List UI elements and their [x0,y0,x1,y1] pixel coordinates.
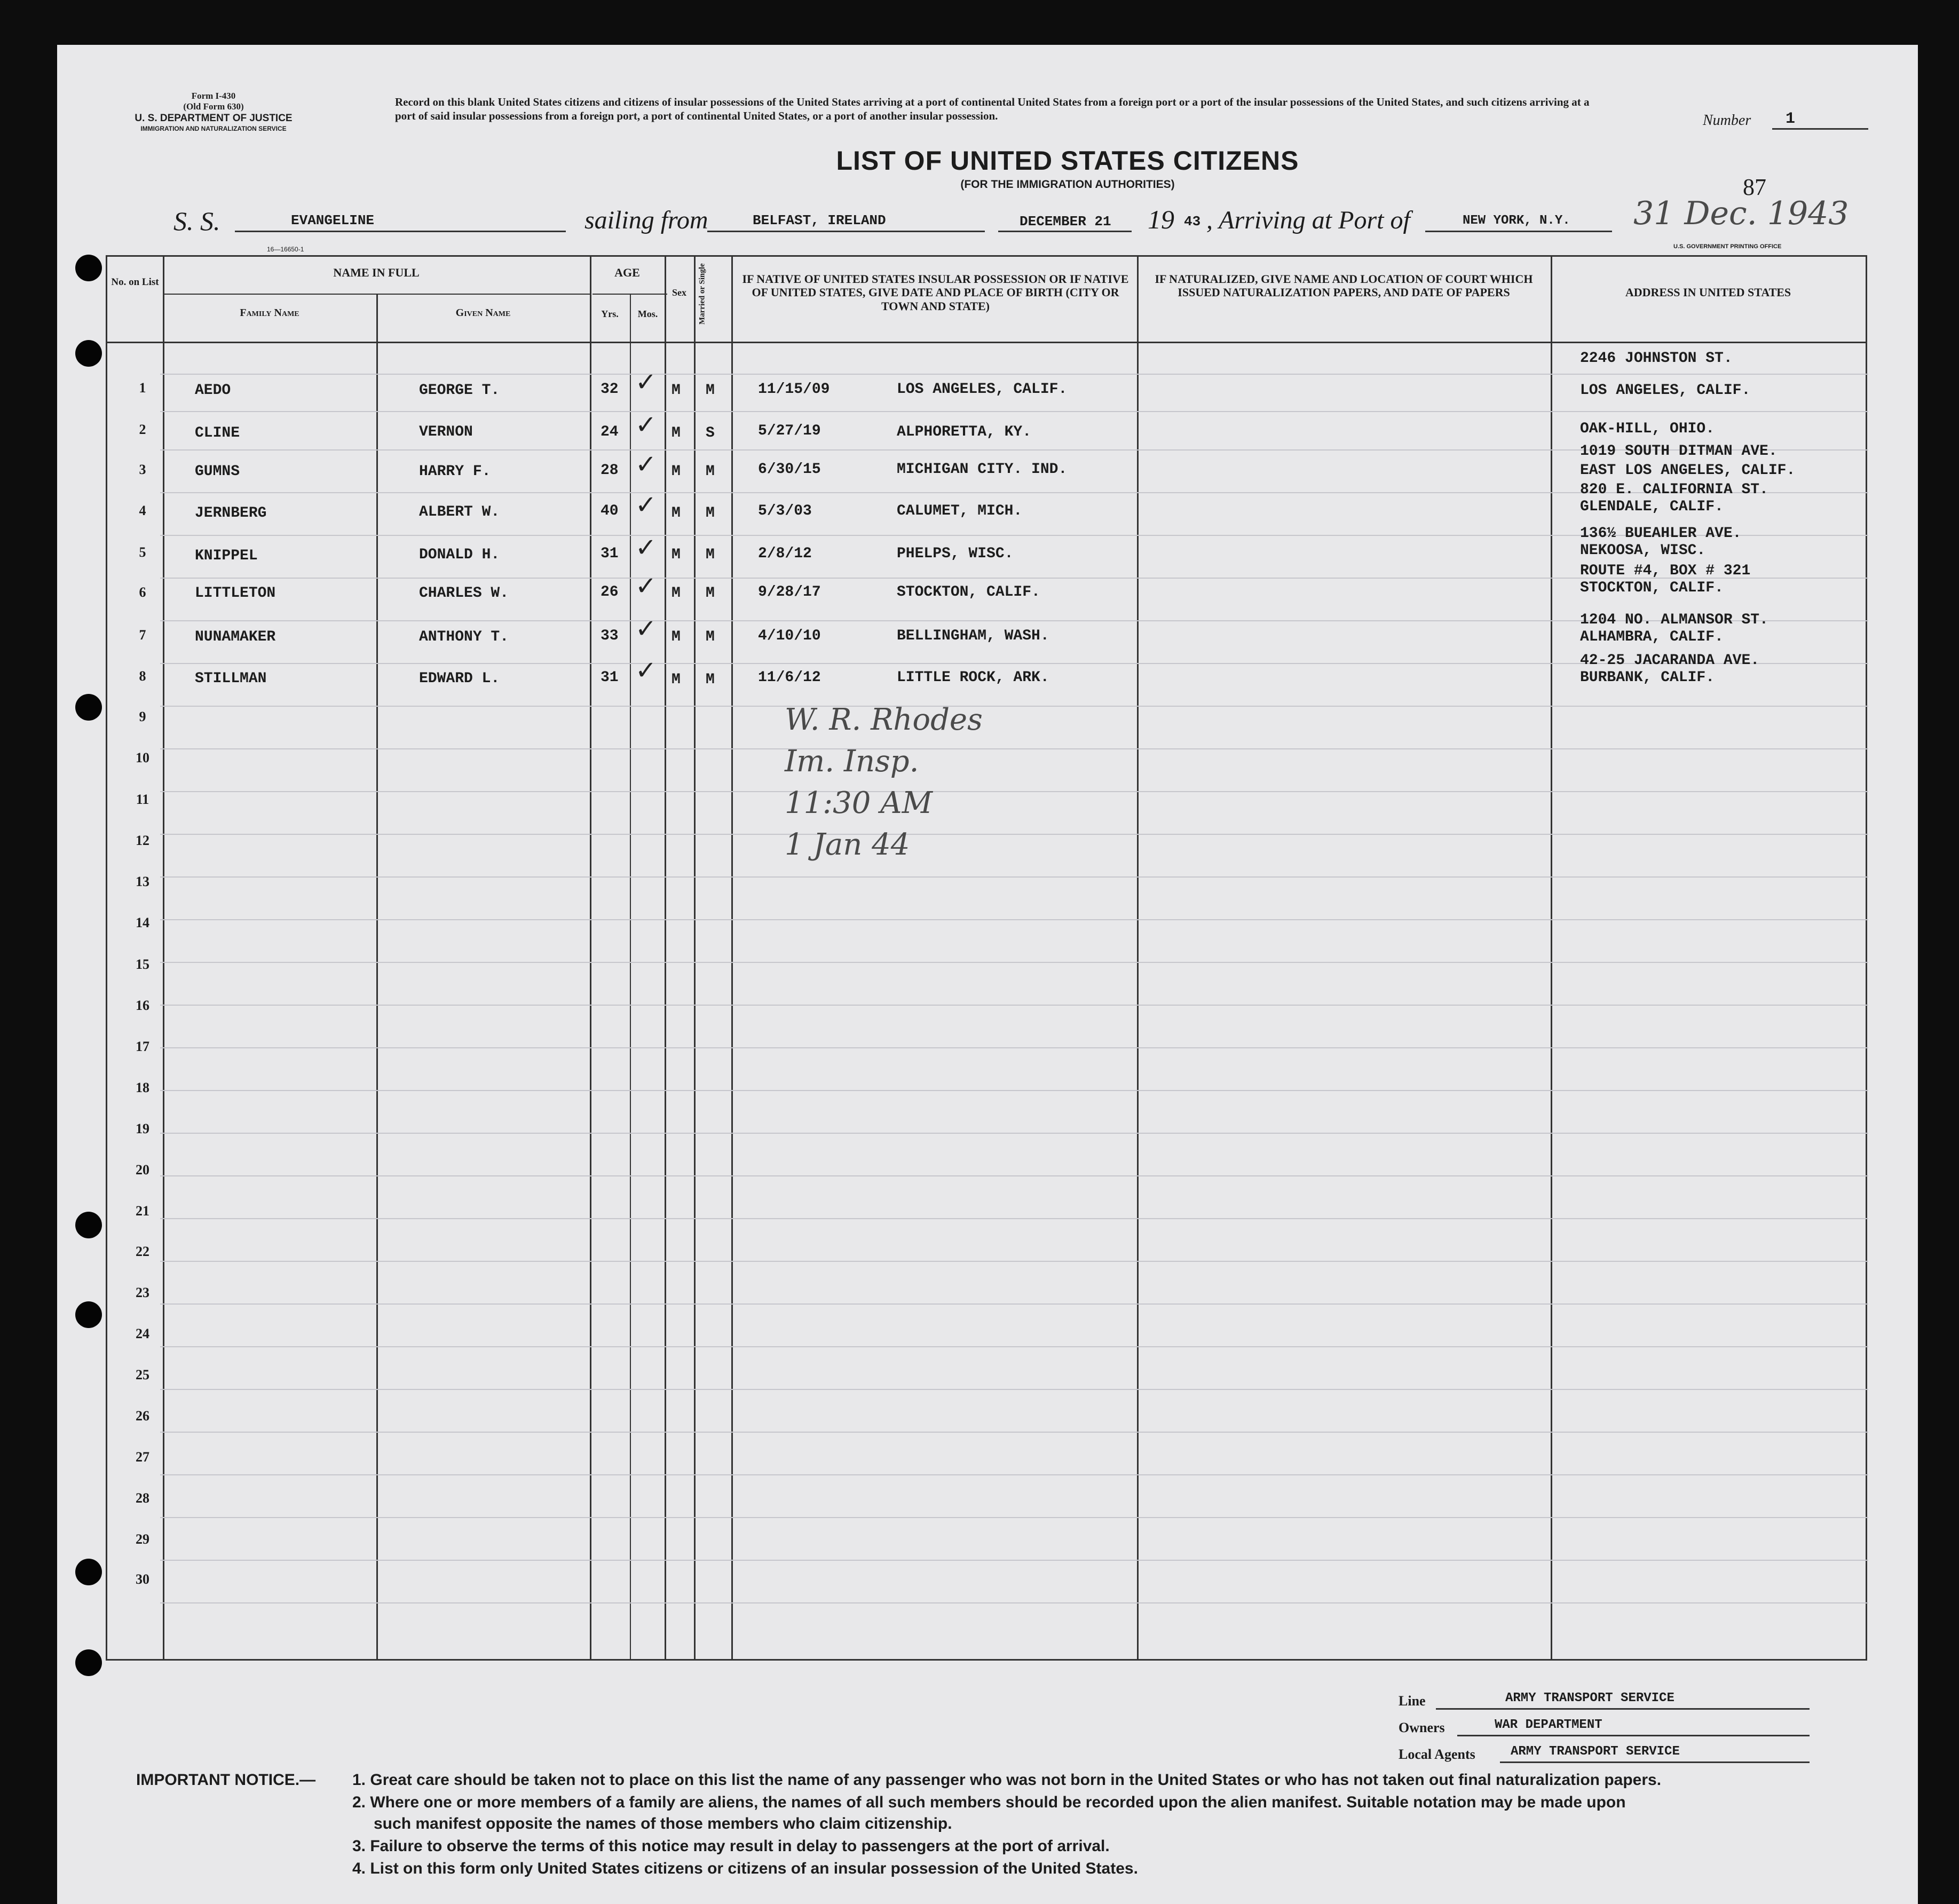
row-number: 14 [136,915,149,930]
family-name: AEDO [195,382,231,399]
number-value: 1 [1786,110,1796,128]
given-name: CHARLES W. [419,585,509,602]
year-suffix: 43 [1184,214,1201,230]
sex: M [672,425,681,441]
given-name: VERNON [419,424,473,440]
checkmark-icon: ✓ [635,410,657,440]
checkmark-icon: ✓ [635,490,657,520]
col-border [1551,255,1552,1661]
row-number: 17 [136,1039,149,1054]
marital-status: M [706,463,715,480]
age-years: 40 [601,503,619,519]
age-years: 28 [601,462,619,479]
marital-status: M [706,382,715,399]
ruled-line [160,1047,1868,1048]
row-number: 7 [139,627,146,643]
row-number: 25 [136,1367,149,1382]
family-name: NUNAMAKER [195,629,276,645]
header-yrs: Yrs. [601,309,619,319]
sailing-label: sailing from [584,206,708,234]
birth-date: 5/3/03 [758,503,812,519]
binder-hole [75,1649,102,1676]
binder-hole [75,1212,102,1238]
age-years: 33 [601,628,619,644]
ruled-line [160,1218,1868,1219]
header-mos: Mos. [637,309,658,319]
col-border [665,255,666,1661]
binder-hole [75,255,102,281]
checkmark-icon: ✓ [635,571,657,601]
number-label: Number [1703,112,1751,129]
family-name: KNIPPEL [195,548,258,564]
row-number: 15 [136,957,149,972]
ruled-line [160,1432,1868,1433]
col-border [694,255,696,1661]
birth-date: 11/6/12 [758,669,821,686]
ruled-line [160,1517,1868,1518]
address-line-2: GLENDALE, CALIF. [1580,499,1724,515]
birth-date: 9/28/17 [758,584,821,601]
header-given-name: Given Name [455,307,511,319]
family-name: CLINE [195,425,240,441]
row-number: 28 [136,1490,149,1506]
ss-label: S. S. [173,206,220,236]
col-border [376,294,378,1661]
address-line-2: BURBANK, CALIF. [1580,669,1715,686]
line-label: Line [1399,1693,1426,1709]
ruled-line [160,1261,1868,1262]
departure-port: BELFAST, IRELAND [753,212,886,228]
birth-date: 6/30/15 [758,461,821,478]
page-subtitle: (FOR THE IMMIGRATION AUTHORITIES) [960,178,1175,191]
table-bottom-border [106,1659,1867,1661]
agents-field-rule [1500,1761,1810,1763]
form-id: Form I-430 [191,91,236,101]
address-line-2: LOS ANGELES, CALIF. [1580,382,1751,399]
row-number: 22 [136,1244,149,1259]
header-name-in-full: NAME IN FULL [333,266,420,279]
col-border [106,255,107,1661]
owners-field-rule [1457,1735,1810,1736]
given-name: EDWARD L. [419,670,500,687]
inspector-title: Im. Insp. [785,744,919,779]
owners-value: WAR DEPARTMENT [1495,1718,1602,1732]
row-number: 21 [136,1203,149,1219]
birth-place: BELLINGHAM, WASH. [897,628,1049,644]
agents-value: ARMY TRANSPORT SERVICE [1511,1744,1680,1759]
ruled-line [160,919,1868,920]
sex: M [672,629,681,645]
address-line-2: OAK-HILL, OHIO. [1580,421,1715,437]
service: IMMIGRATION AND NATURALIZATION SERVICE [140,124,287,132]
sex: M [672,585,681,602]
printer-mark: U.S. GOVERNMENT PRINTING OFFICE [1673,243,1782,250]
given-name: HARRY F. [419,463,491,480]
address-line-1: 42-25 JACARANDA AVE. [1580,652,1760,669]
row-number: 8 [139,668,146,684]
page-number: 87 [1743,174,1766,200]
ruled-line [160,1133,1868,1134]
inspector-note [785,699,983,866]
binder-hole [75,694,102,721]
form-id-block [101,91,326,132]
ruled-line [160,1474,1868,1475]
row-number: 12 [136,833,149,848]
birth-place: LOS ANGELES, CALIF. [897,381,1068,398]
row-number: 5 [139,544,146,560]
row-number: 2 [139,422,146,437]
owners-label: Owners [1399,1720,1445,1735]
header-married-single: Married or Single [698,263,707,325]
print-code: 16—16650-1 [267,246,304,253]
inspector-name: W. R. Rhodes [785,702,983,737]
arriving-label: , Arriving at Port of [1206,206,1410,234]
given-name: DONALD H. [419,547,500,563]
birth-place: ALPHORETTA, KY. [897,424,1032,440]
number-line [1772,128,1868,130]
family-name: JERNBERG [195,505,267,522]
address-line-1: 1204 NO. ALMANSOR ST. [1580,612,1768,628]
ruled-line [160,1090,1868,1091]
ruled-line [160,791,1868,792]
address-line-2: EAST LOS ANGELES, CALIF. [1580,462,1796,479]
header-bottom-border [106,342,1867,343]
sex: M [672,463,681,480]
row-number: 3 [139,462,146,477]
birth-place: MICHIGAN CITY. IND. [897,461,1068,478]
row-number: 24 [136,1326,149,1341]
marital-status: M [706,671,715,688]
address-line-1: ROUTE #4, BOX # 321 [1580,563,1751,579]
ship-line [235,231,566,232]
line-value: ARMY TRANSPORT SERVICE [1505,1691,1674,1705]
header-sex: Sex [672,287,686,298]
marital-status: M [706,547,715,563]
checkmark-icon: ✓ [635,367,657,397]
birth-place: STOCKTON, CALIF. [897,584,1040,601]
from-line [707,231,985,232]
ruled-line [160,876,1868,878]
binder-hole [75,1559,102,1585]
row-number: 29 [136,1531,149,1547]
notice-item-1: 1. Great care should be taken not to place on this list the name of any passenger who was not born in the United States or who has not taken out final naturalization papers. [352,1771,1662,1789]
header-age: AGE [614,266,640,279]
birth-date: 2/8/12 [758,546,812,562]
departure-date: DECEMBER 21 [1020,214,1111,230]
checkmark-icon: ✓ [635,614,657,644]
checkmark-icon: ✓ [635,655,657,685]
address-line-1: 2246 JOHNSTON ST. [1580,350,1733,367]
col-border [163,255,164,1661]
ruled-line [160,1602,1868,1603]
age-years: 26 [601,584,619,601]
notice-item-2-cont: such manifest opposite the names of those members who claim citizenship. [374,1815,952,1832]
line-field-rule [1436,1708,1810,1710]
marital-status: M [706,505,715,522]
age-years: 32 [601,381,619,398]
row-number: 26 [136,1408,149,1424]
row-number: 11 [136,792,149,807]
age-years: 31 [601,546,619,562]
ruled-line [160,1346,1868,1347]
given-name: GEORGE T. [419,382,500,399]
col-border [590,255,591,1661]
header-address: ADDRESS IN UNITED STATES [1625,286,1791,299]
sex: M [672,382,681,399]
address-line-2: ALHAMBRA, CALIF. [1580,629,1724,645]
old-form: (Old Form 630) [183,101,244,112]
marital-status: M [706,585,715,602]
table-top-border [106,255,1867,257]
birth-date: 4/10/10 [758,628,821,644]
ruled-line [160,834,1868,835]
checkmark-icon: ✓ [635,533,657,563]
row-number: 10 [136,750,149,765]
ruled-line [160,748,1868,749]
header-naturalized: IF NATURALIZED, GIVE NAME AND LOCATION OF COURT WHICH ISSUED NATURALIZATION PAPERS, AND DATE OF PAPERS [1155,272,1533,299]
birth-place: PHELPS, WISC. [897,546,1014,562]
birth-place: CALUMET, MICH. [897,503,1023,519]
col-border [731,255,733,1661]
notice-title: IMPORTANT NOTICE.— [136,1771,316,1789]
family-name: LITTLETON [195,585,276,602]
checkmark-icon: ✓ [635,449,657,479]
row-number: 1 [139,380,146,396]
family-name: GUMNS [195,463,240,480]
birth-date: 5/27/19 [758,423,821,439]
inspection-time: 11:30 AM [785,786,933,820]
birth-date: 11/15/09 [758,381,830,398]
ruled-line [160,1303,1868,1305]
binder-hole [75,340,102,367]
manifest-page [57,45,1918,1904]
ruled-line [160,411,1868,412]
header-family-name: Family Name [240,307,299,319]
page-title: LIST OF UNITED STATES CITIZENS [836,146,1299,176]
address-line-2: NEKOOSA, WISC. [1580,542,1706,559]
row-number: 30 [136,1571,149,1587]
row-number: 20 [136,1162,149,1178]
age-years: 31 [601,669,619,686]
given-name: ALBERT W. [419,504,500,520]
row-number: 18 [136,1080,149,1095]
col-border [1137,255,1139,1661]
address-line-2: STOCKTON, CALIF. [1580,580,1724,596]
notice-item-2: 2. Where one or more members of a family are aliens, the names of all such members should be recorded upon the alien manifest. Suitable notation may be made upon [352,1794,1626,1811]
row-number: 27 [136,1449,149,1465]
row-number: 16 [136,998,149,1013]
given-name: ANTHONY T. [419,629,509,645]
col-border [1866,255,1867,1661]
header-no: No. on List [111,276,159,288]
row-number: 6 [139,584,146,600]
age-years: 24 [601,424,619,440]
header-native: IF NATIVE OF UNITED STATES INSULAR POSSESSION OR IF NATIVE OF UNITED STATES, GIVE DATE AND PLACE OF BIRTH (CITY OR TOWN AND STATE) [742,272,1129,313]
col-border [630,294,631,1661]
row-number: 19 [136,1121,149,1136]
birth-place: LITTLE ROCK, ARK. [897,669,1049,686]
year-prefix: 19 [1148,204,1174,234]
row-number: 13 [136,874,149,889]
notice-item-4: 4. List on this form only United States citizens or citizens of an insular possession of the United States. [352,1860,1138,1877]
sex: M [672,671,681,688]
ruled-line [160,962,1868,963]
department: U. S. DEPARTMENT OF JUSTICE [135,112,293,124]
instructions: Record on this blank United States citizens and citizens of insular possessions of the United States arriving at a port of continental United States from a foreign port or a port of the insular possessions of the United States, and such citizens arriving at a port of said insular possessions from a foreign port, a port of continental United States, or a port of another insular possession. [395,96,1590,123]
ruled-line [160,1005,1868,1006]
sex: M [672,547,681,563]
address-line-1: 820 E. CALIFORNIA ST. [1580,481,1768,498]
arrival-port: NEW YORK, N.Y. [1463,214,1570,228]
marital-status: M [706,629,715,645]
address-line-1: 1019 SOUTH DITMAN AVE. [1580,443,1778,460]
row-number: 4 [139,503,146,518]
notice-item-3: 3. Failure to observe the terms of this notice may result in delay to passengers at the port of arrival. [352,1837,1110,1855]
ruled-line [160,1389,1868,1390]
date-line [998,231,1132,232]
ship-name: EVANGELINE [291,212,375,228]
inspection-date: 1 Jan 44 [785,827,910,862]
ruled-line [160,706,1868,707]
arrival-date-handwritten: 31 Dec. 1943 [1633,195,1849,232]
binder-hole [75,1301,102,1328]
ruled-line [160,374,1868,375]
family-name: STILLMAN [195,670,267,687]
marital-status: S [706,425,715,441]
ruled-line [160,1560,1868,1561]
sex: M [672,505,681,522]
row-number: 23 [136,1285,149,1300]
address-line-1: 136½ BUEAHLER AVE. [1580,525,1742,542]
ruled-line [160,1175,1868,1176]
row-number: 9 [139,709,146,724]
port-line [1425,231,1612,232]
agents-label: Local Agents [1399,1747,1475,1762]
